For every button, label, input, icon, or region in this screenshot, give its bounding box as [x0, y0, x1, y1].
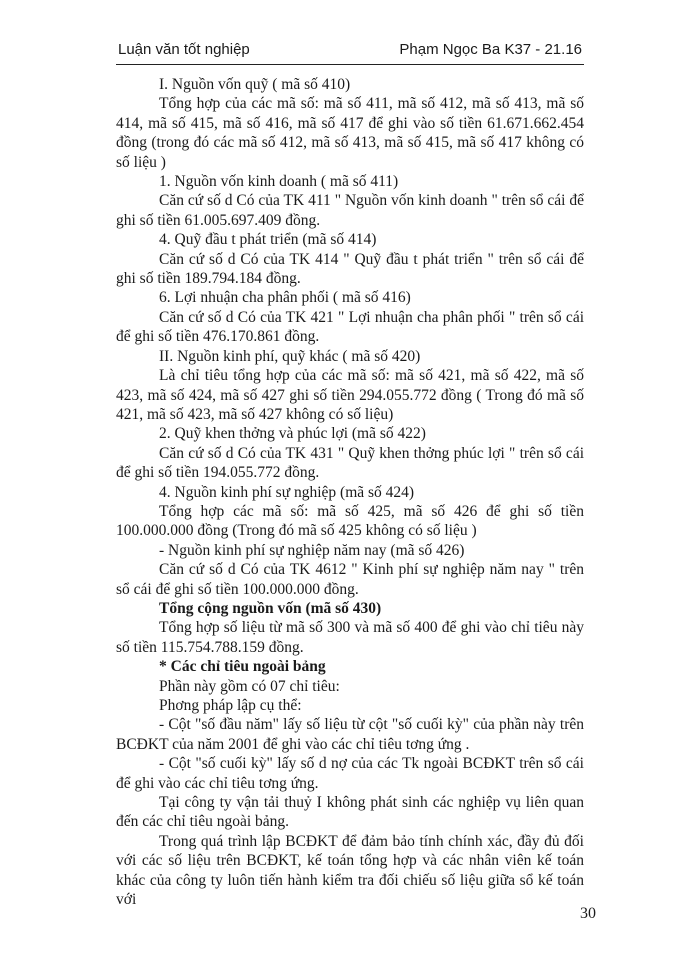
subsection-heading: - Nguồn kinh phí sự nghiệp năm nay (mã số 426): [159, 541, 465, 559]
subsection-heading: 6. Lợi nhuận cha phân phối ( mã số 416): [159, 289, 411, 307]
header-author: Phạm Ngọc Ba K37 - 21.16: [399, 41, 582, 58]
bold-heading: * Các chỉ tiêu ngoài bảng: [159, 658, 326, 676]
paragraph: Là chỉ tiêu tổng hợp của các mã số: mã số 421, mã số 422, mã số 423, mã số 424, mã số 427 ghi số tiền 294.055.772 đồng ( Trong đó mã số 421, mã số 423, mã số 427 không có số liệu): [116, 367, 584, 423]
page-header: [116, 38, 584, 65]
paragraph: - Cột "số cuối kỳ" lấy số d nợ của các Tk ngoài BCĐKT trên sổ cái để ghi vào các chỉ tiêu tơng ứng.: [116, 755, 584, 792]
paragraph: Căn cứ số d Có của TK 4612 " Kinh phí sự nghiệp năm nay " trên sổ cái để ghi số tiền 100.000.000 đồng.: [116, 561, 584, 598]
bold-heading: Tổng cộng nguồn vốn (mã số 430): [159, 599, 382, 617]
paragraph: Phần này gồm có 07 chỉ tiêu:: [159, 677, 340, 695]
paragraph: Căn cứ số d Có của TK 411 " Nguồn vốn kinh doanh " trên sổ cái để ghi số tiền 61.005.697.409 đồng.: [116, 192, 584, 229]
paragraph: Tại công ty vận tải thuỷ I không phát sinh các nghiệp vụ liên quan đến các chỉ tiêu ngoài bảng.: [116, 794, 584, 831]
paragraph: Phơng pháp lập cụ thể:: [159, 697, 302, 714]
paragraph: Tổng hợp các mã số: mã số 425, mã số 426 để ghi số tiền 100.000.000 đồng (Trong đó mã số 425 không có số liệu ): [116, 502, 584, 540]
header-thesis-title: Luận văn tốt nghiệp: [118, 41, 250, 58]
subsection-heading: 4. Nguồn kinh phí sự nghiệp (mã số 424): [159, 483, 415, 501]
paragraph: Căn cứ số d Có của TK 421 " Lợi nhuận cha phân phối " trên sổ cái để ghi số tiền 476.170.861 đồng.: [116, 308, 584, 346]
subsection-heading: 4. Quỹ đầu t phát triển (mã số 414): [159, 231, 377, 249]
paragraph: Tổng hợp số liệu từ mã số 300 và mã số 400 để ghi vào chỉ tiêu này số tiền 115.754.788.159 đồng.: [116, 619, 584, 656]
paragraph: Căn cứ số d Có của TK 431 " Quỹ khen thởng phúc lợi " trên sổ cái để ghi số tiền 194.055.772 đồng.: [116, 444, 584, 482]
paragraph: Căn cứ số d Có của TK 414 " Quỹ đầu t phát triển " trên sổ cái để ghi số tiền 189.794.184 đồng.: [116, 250, 584, 288]
paragraph: Trong quá trình lập BCĐKT để đảm bảo tính chính xác, đầy đủ đối với các số liệu trên BCĐKT, kế toán tổng hợp và các nhân viên kế toán khác của công ty luôn tiến hành kiểm tra đối chiếu số liệu giữa sổ kế toán với: [116, 832, 584, 909]
page-number: 30: [580, 905, 596, 922]
paragraph: Tổng hợp của các mã số: mã số 411, mã số 412, mã số 413, mã số 414, mã số 415, mã số 416, mã số 417 để ghi vào số tiền 61.671.662.454 đồng (trong đó các mã số 412, mã số 413, mã số 415, mã số 417 không có số liệu ): [116, 95, 584, 171]
section-heading: II. Nguồn kinh phí, quỹ khác ( mã số 420): [159, 347, 421, 365]
section-heading: I. Nguồn vốn quỹ ( mã số 410): [159, 76, 351, 93]
page-body: [116, 75, 584, 909]
subsection-heading: 2. Quỹ khen thởng và phúc lợi (mã số 422): [159, 425, 426, 443]
subsection-heading: 1. Nguồn vốn kinh doanh ( mã số 411): [159, 173, 399, 191]
paragraph: - Cột "số đầu năm" lấy số liệu từ cột "số cuối kỳ" của phần này trên BCĐKT của năm 2001 để ghi vào các chỉ tiêu tơng ứng .: [116, 716, 584, 753]
